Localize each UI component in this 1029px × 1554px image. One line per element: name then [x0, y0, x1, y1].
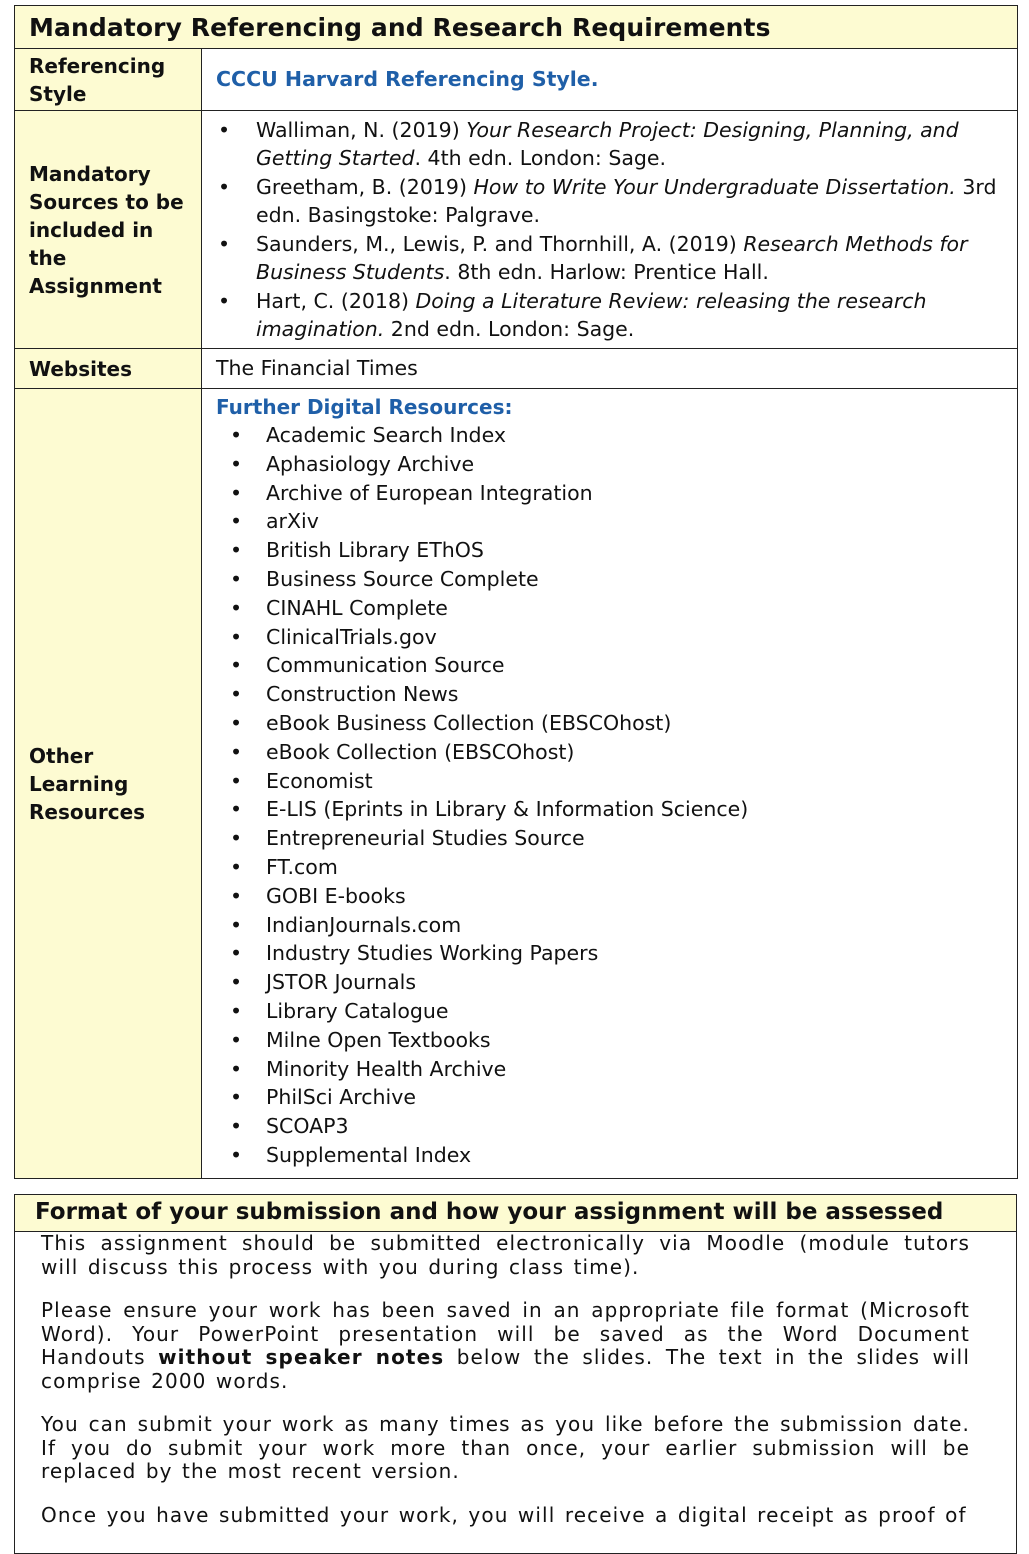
resource-label: arXiv	[266, 509, 319, 534]
source-item	[216, 287, 1003, 344]
resource-item	[216, 536, 1003, 565]
resource-label: PhilSci Archive	[266, 1085, 416, 1110]
bullet-icon: •	[218, 117, 231, 142]
resource-item	[216, 507, 1003, 536]
resource-item	[216, 1141, 1003, 1170]
resource-label: Industry Studies Working Papers	[266, 941, 599, 966]
bullet-icon: •	[230, 854, 243, 879]
bullet-icon: •	[230, 682, 243, 707]
referencing-style-label: Referencing Style	[15, 49, 202, 111]
source-publication: 3rd edn. Basingstoke: Palgrave.	[256, 174, 997, 227]
resource-label: E-LIS (Eprints in Library & Information Science)	[266, 797, 749, 822]
bullet-icon: •	[230, 797, 243, 822]
bullet-icon: •	[230, 883, 243, 908]
resource-label: Archive of European Integration	[266, 480, 593, 505]
format-paragraph-4: Once you have submitted your work, you will receive a digital receipt as proof of	[41, 1502, 967, 1527]
other-resources-label: Other Learning Resources	[15, 389, 202, 1179]
bullet-icon: •	[230, 768, 243, 793]
resource-label: eBook Business Collection (EBSCOhost)	[266, 710, 672, 735]
source-title: Research Methods for Business Students	[256, 231, 968, 284]
source-item	[216, 116, 1003, 173]
bullet-icon: •	[230, 970, 243, 995]
resource-label: ClinicalTrials.gov	[266, 624, 437, 649]
resource-label: Academic Search Index	[266, 423, 506, 447]
resource-item	[216, 421, 1003, 450]
digital-resources-list	[216, 421, 1003, 1170]
resource-item	[216, 651, 1003, 680]
bullet-icon: •	[230, 941, 243, 966]
bullet-icon: •	[230, 1142, 243, 1167]
resource-label: SCOAP3	[266, 1114, 349, 1139]
resource-label: Economist	[266, 768, 373, 793]
resource-item	[216, 709, 1003, 738]
resource-label: eBook Collection (EBSCOhost)	[266, 739, 575, 764]
resource-item	[216, 853, 1003, 882]
source-author: Greetham, B. (2019)	[256, 174, 474, 199]
resource-item	[216, 594, 1003, 623]
source-publication: . 4th edn. London: Sage.	[414, 146, 667, 170]
other-resources-cell	[202, 389, 1018, 1179]
format-paragraph-2-text: Please ensure your work has been saved in an appropriate file format (Microsoft Word). Your PowerPoint presentation will be saved as the Word Document Handouts	[41, 1298, 970, 1369]
bullet-icon: •	[230, 451, 243, 476]
source-author: Hart, C. (2018)	[256, 288, 416, 313]
resource-item	[216, 911, 1003, 940]
websites-label: Websites	[15, 349, 202, 389]
resource-label: Construction News	[266, 682, 459, 707]
bullet-icon: •	[230, 624, 243, 649]
resource-label: Business Source Complete	[266, 566, 539, 591]
bullet-icon: •	[230, 998, 243, 1023]
bullet-icon: •	[230, 1056, 243, 1081]
resource-label: Supplemental Index	[266, 1142, 472, 1167]
bullet-icon: •	[218, 288, 231, 313]
resource-item	[216, 623, 1003, 652]
bullet-icon: •	[230, 653, 243, 678]
bullet-icon: •	[230, 1027, 243, 1052]
source-item	[216, 230, 1003, 287]
bullet-icon: •	[218, 174, 231, 199]
format-title: Format of your submission and how your assignment will be assessed	[15, 1195, 1016, 1232]
resource-label: IndianJournals.com	[266, 912, 462, 937]
source-title: How to Write Your Undergraduate Dissertation.	[473, 174, 956, 199]
resource-item	[216, 767, 1003, 796]
source-publication: . 8th edn. Harlow: Prentice Hall.	[444, 260, 769, 284]
resource-item	[216, 479, 1003, 508]
source-title: Doing a Literature Review: releasing the research imagination.	[256, 288, 927, 341]
resource-item	[216, 1026, 1003, 1055]
bullet-icon: •	[230, 826, 243, 851]
resource-item	[216, 1055, 1003, 1084]
format-paragraph-2	[41, 1299, 970, 1393]
mandatory-sources-label: Mandatory Sources to be included in the Assignment	[15, 111, 202, 349]
bullet-icon: •	[230, 710, 243, 735]
resource-label: JSTOR Journals	[266, 970, 417, 995]
further-resources-heading: Further Digital Resources:	[216, 395, 513, 419]
resource-item	[216, 824, 1003, 853]
bullet-icon: •	[218, 231, 231, 256]
resource-label: Entrepreneurial Studies Source	[266, 826, 585, 851]
resource-label: CINAHL Complete	[266, 595, 448, 620]
resource-item	[216, 680, 1003, 709]
resource-label: Communication Source	[266, 653, 505, 678]
format-section	[14, 1194, 1017, 1554]
resource-item	[216, 1112, 1003, 1141]
resource-label: FT.com	[266, 854, 338, 879]
resource-label: British Library EThOS	[266, 538, 484, 563]
bullet-icon: •	[230, 538, 243, 563]
resource-item	[216, 795, 1003, 824]
websites-value: The Financial Times	[202, 349, 1018, 389]
bullet-icon: •	[230, 509, 243, 534]
bullet-icon: •	[230, 480, 243, 505]
format-paragraph-3: You can submit your work as many times as you like before the submission date. If you do submit your work more than once, your earlier submission will be replaced by the most recent version.	[41, 1412, 970, 1483]
resource-item	[216, 997, 1003, 1026]
format-paragraph-2-bold: without speaker notes	[158, 1345, 445, 1369]
source-publication: 2nd edn. London: Sage.	[384, 317, 635, 341]
bullet-icon: •	[230, 1085, 243, 1110]
mandatory-sources-cell	[202, 111, 1018, 349]
bullet-icon: •	[230, 912, 243, 937]
requirements-title: Mandatory Referencing and Research Requirements	[15, 6, 1018, 49]
resource-label: Library Catalogue	[266, 998, 449, 1023]
resource-item	[216, 939, 1003, 968]
resource-item	[216, 968, 1003, 997]
mandatory-sources-list	[216, 112, 1003, 348]
source-item	[216, 173, 1003, 230]
bullet-icon: •	[230, 739, 243, 764]
requirements-table	[14, 5, 1018, 1179]
resource-label: GOBI E-books	[266, 883, 406, 908]
source-title: Your Research Project: Designing, Planning, and Getting Started	[256, 117, 959, 170]
bullet-icon: •	[230, 1114, 243, 1139]
format-paragraph-1: This assignment should be submitted electronically via Moodle (module tutors will discuss this process with you during class time).	[41, 1231, 970, 1279]
resource-item	[216, 565, 1003, 594]
bullet-icon: •	[230, 423, 243, 447]
format-body	[15, 1232, 1016, 1527]
resource-item	[216, 1083, 1003, 1112]
source-author: Saunders, M., Lewis, P. and Thornhill, A. (2019)	[256, 231, 744, 256]
bullet-icon: •	[230, 566, 243, 591]
resource-item	[216, 738, 1003, 767]
resource-label: Minority Health Archive	[266, 1056, 507, 1081]
resource-item	[216, 450, 1003, 479]
resource-label: Milne Open Textbooks	[266, 1027, 491, 1052]
resource-label: Aphasiology Archive	[266, 451, 475, 476]
bullet-icon: •	[230, 595, 243, 620]
referencing-style-value: CCCU Harvard Referencing Style.	[202, 49, 1018, 111]
source-author: Walliman, N. (2019)	[256, 117, 467, 142]
resource-item	[216, 882, 1003, 911]
format-paragraph-2-text-end: below the slides. The text in the slides will comprise 2000 words.	[41, 1345, 970, 1393]
